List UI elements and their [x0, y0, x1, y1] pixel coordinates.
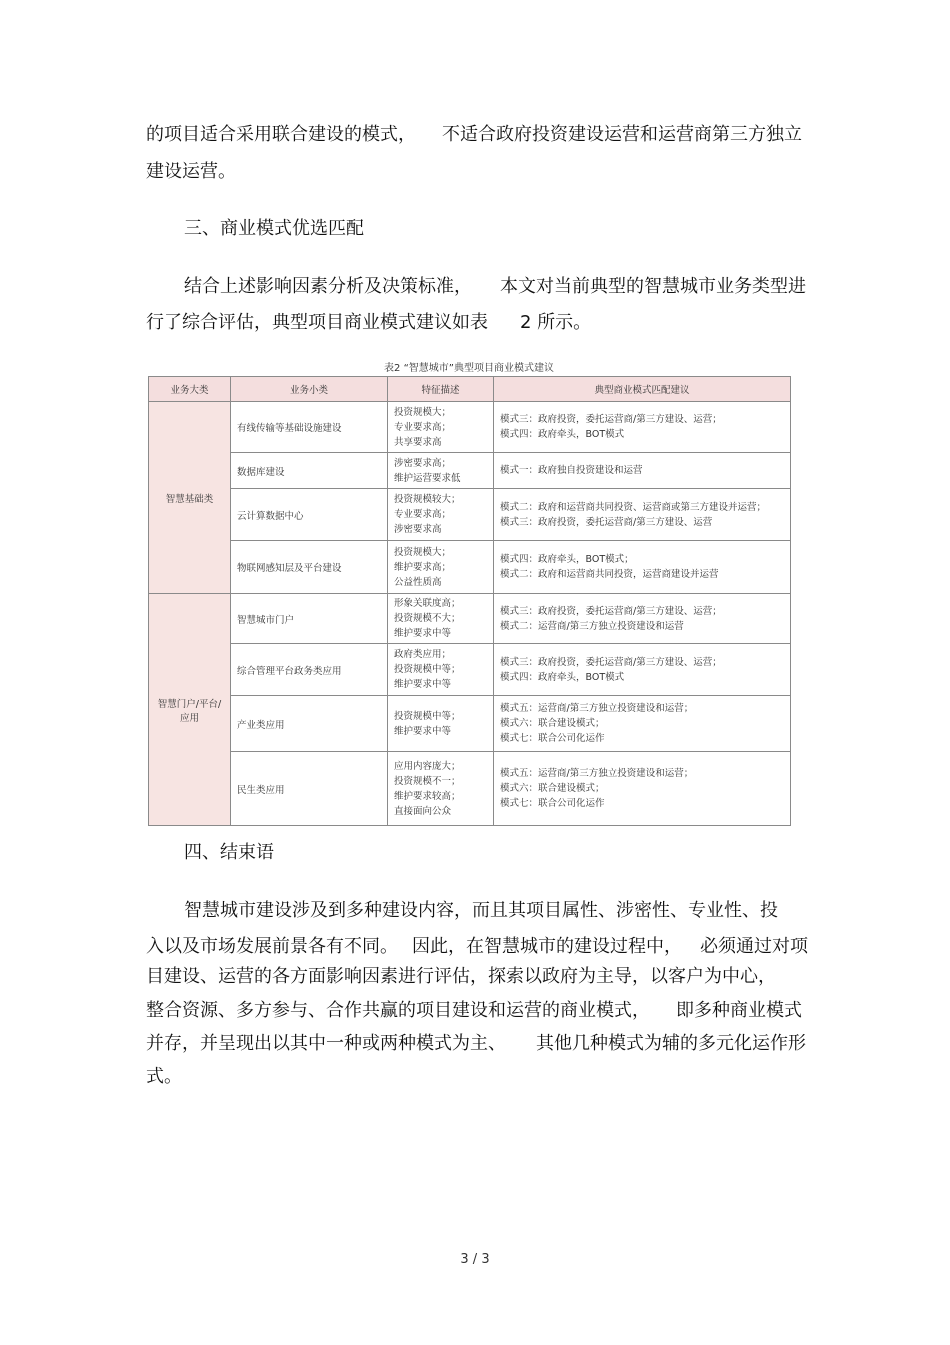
table-row [149, 696, 791, 752]
features-cell: 应用内容庞大； 投资规模不一； 维护要求较高； 直接面向公众 [388, 752, 494, 826]
category-cell: 智慧门户/平台/应用 [149, 594, 231, 826]
table-caption: 表2 “智慧城市”典型项目商业模式建议 [384, 363, 554, 374]
features-cell: 投资规模较大； 专业要求高； 涉密要求高 [388, 489, 494, 541]
features-cell: 投资规模中等； 维护要求中等 [388, 696, 494, 752]
paragraph-line: 整合资源、多方参与、合作共赢的项目建设和运营的商业模式， 即多种商业模式 [146, 1000, 802, 1021]
features-cell: 政府类应用； 投资规模中等； 维护要求中等 [388, 644, 494, 696]
subcategory-cell: 产业类应用 [231, 696, 388, 752]
section-heading: 四、结束语 [184, 842, 274, 863]
paragraph-line: 建设运营。 [146, 161, 236, 182]
table-row [149, 752, 791, 826]
subcategory-cell: 综合管理平台政务类应用 [231, 644, 388, 696]
paragraph-line: 入以及市场发展前景各有不同。 因此，在智慧城市的建设过程中， 必须通过对项 [146, 936, 808, 957]
header-models: 典型商业模式匹配建议 [494, 377, 791, 402]
paragraph-line: 结合上述影响因素分析及决策标准， 本文对当前典型的智慧城市业务类型进 [184, 276, 806, 297]
section-heading: 三、商业模式优选匹配 [184, 218, 364, 239]
features-cell: 形象关联度高； 投资规模不大； 维护要求中等 [388, 594, 494, 644]
models-cell: 模式五：运营商/第三方独立投资建设和运营； 模式六：联合建设模式； 模式七：联合公司化运作 [494, 752, 791, 826]
subcategory-cell: 有线传输等基础设施建设 [231, 402, 388, 453]
paragraph-line: 的项目适合采用联合建设的模式， 不适合政府投资建设运营和运营商第三方独立 [146, 124, 802, 145]
models-cell: 模式三：政府投资，委托运营商/第三方建设、运营； 模式四：政府牵头，BOT模式 [494, 644, 791, 696]
paragraph-line: 行了综合评估，典型项目商业模式建议如表 2 所示。 [146, 312, 592, 333]
models-cell: 模式三：政府投资，委托运营商/第三方建设、运营； 模式四：政府牵头，BOT模式 [494, 402, 791, 453]
header-subcategory: 业务小类 [231, 377, 388, 402]
header-category: 业务大类 [149, 377, 231, 402]
table-row [149, 541, 791, 594]
paragraph-line: 智慧城市建设涉及到多种建设内容，而且其项目属性、涉密性、专业性、投 [184, 900, 778, 921]
table-row [149, 402, 791, 453]
table-header-row [149, 377, 791, 402]
paragraph-line: 并存，并呈现出以其中一种或两种模式为主、 其他几种模式为辅的多元化运作形 [146, 1033, 806, 1054]
features-cell: 涉密要求高； 维护运营要求低 [388, 453, 494, 489]
table-row [149, 489, 791, 541]
features-cell: 投资规模大； 专业要求高； 共享要求高 [388, 402, 494, 453]
business-model-table [148, 376, 791, 826]
page-number: 3 / 3 [460, 1252, 490, 1267]
header-features: 特征描述 [388, 377, 494, 402]
models-cell: 模式一：政府独自投资建设和运营 [494, 453, 791, 489]
table-row [149, 453, 791, 489]
subcategory-cell: 数据库建设 [231, 453, 388, 489]
subcategory-cell: 云计算数据中心 [231, 489, 388, 541]
paragraph-line: 式。 [146, 1066, 182, 1087]
models-cell: 模式二：政府和运营商共同投资、运营商或第三方建设并运营； 模式三：政府投资，委托运营商/第三方建设、运营 [494, 489, 791, 541]
models-cell: 模式四：政府牵头，BOT模式； 模式二：政府和运营商共同投资，运营商建设并运营 [494, 541, 791, 594]
subcategory-cell: 物联网感知层及平台建设 [231, 541, 388, 594]
subcategory-cell: 智慧城市门户 [231, 594, 388, 644]
subcategory-cell: 民生类应用 [231, 752, 388, 826]
table-row [149, 644, 791, 696]
paragraph-line: 目建设、运营的各方面影响因素进行评估，探索以政府为主导，以客户为中心， [146, 966, 776, 987]
models-cell: 模式三：政府投资，委托运营商/第三方建设、运营； 模式二：运营商/第三方独立投资建设和运营 [494, 594, 791, 644]
features-cell: 投资规模大； 维护要求高； 公益性质高 [388, 541, 494, 594]
models-cell: 模式五：运营商/第三方独立投资建设和运营； 模式六：联合建设模式； 模式七：联合公司化运作 [494, 696, 791, 752]
table-row [149, 594, 791, 644]
category-cell: 智慧基础类 [149, 402, 231, 594]
